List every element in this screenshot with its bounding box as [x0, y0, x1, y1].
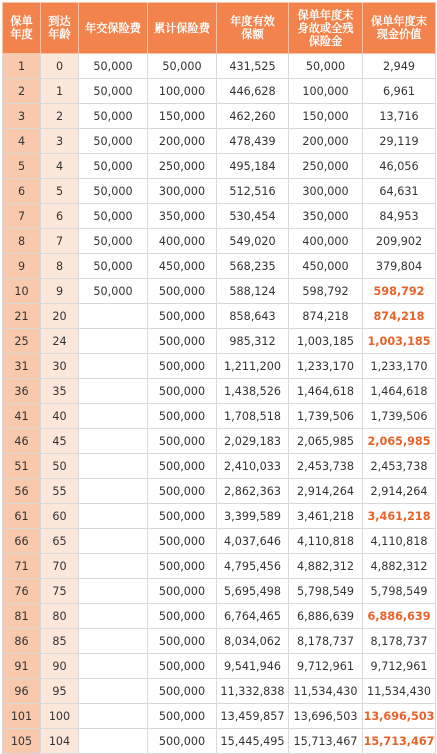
- table-row: [3, 454, 436, 479]
- cell-death-benefit: 300,000: [289, 179, 363, 204]
- header-line: 现金价值: [376, 28, 422, 41]
- header-annual-premium: [79, 3, 148, 54]
- cell-death-benefit: 5,798,549: [289, 579, 363, 604]
- table-row: [3, 204, 436, 229]
- cell-cumulative-premium: 500,000: [148, 654, 217, 679]
- cell-annual-premium: 50,000: [79, 254, 148, 279]
- cell-cash-value: 2,453,738: [363, 454, 436, 479]
- cell-cumulative-premium: 350,000: [148, 204, 217, 229]
- cell-cumulative-premium: 500,000: [148, 704, 217, 729]
- cell-cash-value: 46,056: [363, 154, 436, 179]
- table-row: [3, 154, 436, 179]
- cell-cash-value: 15,713,467: [363, 729, 436, 754]
- cell-policy-year: 105: [3, 729, 41, 754]
- table-row: [3, 179, 436, 204]
- header-line: 保险金: [308, 34, 343, 48]
- cell-cumulative-premium: 500,000: [148, 304, 217, 329]
- cell-sum-assured: 2,410,033: [217, 454, 289, 479]
- cell-death-benefit: 874,218: [289, 304, 363, 329]
- cell-death-benefit: 8,178,737: [289, 629, 363, 654]
- cell-policy-year: 76: [3, 579, 41, 604]
- cell-attained-age: 8: [41, 254, 79, 279]
- cell-cash-value: 29,119: [363, 129, 436, 154]
- cell-annual-premium: [79, 704, 148, 729]
- cell-attained-age: 60: [41, 504, 79, 529]
- cell-annual-premium: [79, 354, 148, 379]
- cell-cash-value: 1,464,618: [363, 379, 436, 404]
- cell-annual-premium: 50,000: [79, 204, 148, 229]
- cell-death-benefit: 200,000: [289, 129, 363, 154]
- cell-cash-value: 64,631: [363, 179, 436, 204]
- cell-annual-premium: [79, 654, 148, 679]
- table-row: [3, 104, 436, 129]
- cell-cash-value: 379,804: [363, 254, 436, 279]
- cell-sum-assured: 1,438,526: [217, 379, 289, 404]
- cell-policy-year: 7: [3, 204, 41, 229]
- cell-death-benefit: 250,000: [289, 154, 363, 179]
- cell-death-benefit: 100,000: [289, 79, 363, 104]
- header-line: 累计保险费: [154, 21, 210, 35]
- header-line: 保单年度末: [371, 15, 427, 28]
- cell-policy-year: 86: [3, 629, 41, 654]
- cell-annual-premium: 50,000: [79, 229, 148, 254]
- table-row: [3, 479, 436, 504]
- cell-death-benefit: 3,461,218: [289, 504, 363, 529]
- cell-attained-age: 35: [41, 379, 79, 404]
- cell-policy-year: 46: [3, 429, 41, 454]
- table-row: [3, 229, 436, 254]
- cell-death-benefit: 13,696,503: [289, 704, 363, 729]
- cell-policy-year: 2: [3, 79, 41, 104]
- cell-death-benefit: 9,712,961: [289, 654, 363, 679]
- cell-attained-age: 100: [41, 704, 79, 729]
- cell-death-benefit: 350,000: [289, 204, 363, 229]
- cell-policy-year: 41: [3, 404, 41, 429]
- table-row: [3, 554, 436, 579]
- header-line: 保额: [241, 28, 264, 41]
- cell-cumulative-premium: 500,000: [148, 479, 217, 504]
- cell-policy-year: 36: [3, 379, 41, 404]
- cell-sum-assured: 446,628: [217, 79, 289, 104]
- cell-sum-assured: 9,541,946: [217, 654, 289, 679]
- cell-attained-age: 85: [41, 629, 79, 654]
- table-row: [3, 279, 436, 304]
- table-row: [3, 54, 436, 79]
- cell-annual-premium: [79, 554, 148, 579]
- cell-attained-age: 104: [41, 729, 79, 754]
- cell-annual-premium: 50,000: [79, 279, 148, 304]
- cell-sum-assured: 985,312: [217, 329, 289, 354]
- cell-cash-value: 1,739,506: [363, 404, 436, 429]
- table-row: [3, 354, 436, 379]
- cell-policy-year: 81: [3, 604, 41, 629]
- cell-cumulative-premium: 500,000: [148, 604, 217, 629]
- header-line: 保单年度末: [297, 8, 354, 22]
- cell-death-benefit: 1,233,170: [289, 354, 363, 379]
- table-row: [3, 529, 436, 554]
- table-row: [3, 379, 436, 404]
- cell-sum-assured: 6,764,465: [217, 604, 289, 629]
- cell-cumulative-premium: 500,000: [148, 454, 217, 479]
- cell-sum-assured: 858,643: [217, 304, 289, 329]
- cell-attained-age: 50: [41, 454, 79, 479]
- cell-annual-premium: 50,000: [79, 79, 148, 104]
- cell-attained-age: 80: [41, 604, 79, 629]
- cell-policy-year: 6: [3, 179, 41, 204]
- cell-attained-age: 7: [41, 229, 79, 254]
- cell-sum-assured: 512,516: [217, 179, 289, 204]
- cell-attained-age: 20: [41, 304, 79, 329]
- cell-cash-value: 2,065,985: [363, 429, 436, 454]
- cell-cash-value: 3,461,218: [363, 504, 436, 529]
- cell-attained-age: 90: [41, 654, 79, 679]
- cell-death-benefit: 15,713,467: [289, 729, 363, 754]
- table-row: [3, 79, 436, 104]
- cell-attained-age: 95: [41, 679, 79, 704]
- cell-cash-value: 84,953: [363, 204, 436, 229]
- header-death-benefit: [289, 3, 363, 54]
- cell-sum-assured: 1,708,518: [217, 404, 289, 429]
- cell-policy-year: 4: [3, 129, 41, 154]
- cell-death-benefit: 1,464,618: [289, 379, 363, 404]
- cell-death-benefit: 4,882,312: [289, 554, 363, 579]
- cell-annual-premium: [79, 454, 148, 479]
- cell-sum-assured: 15,445,495: [217, 729, 289, 754]
- cell-annual-premium: [79, 629, 148, 654]
- table-body: [3, 54, 436, 754]
- table-row: [3, 729, 436, 754]
- cell-policy-year: 51: [3, 454, 41, 479]
- cell-cash-value: 6,886,639: [363, 604, 436, 629]
- cell-attained-age: 30: [41, 354, 79, 379]
- cell-cumulative-premium: 250,000: [148, 154, 217, 179]
- cell-policy-year: 61: [3, 504, 41, 529]
- cell-policy-year: 31: [3, 354, 41, 379]
- cell-cumulative-premium: 500,000: [148, 679, 217, 704]
- cell-cumulative-premium: 100,000: [148, 79, 217, 104]
- header-line: 保单: [10, 15, 33, 28]
- cell-policy-year: 10: [3, 279, 41, 304]
- cell-sum-assured: 495,184: [217, 154, 289, 179]
- cell-attained-age: 75: [41, 579, 79, 604]
- cell-cumulative-premium: 400,000: [148, 229, 217, 254]
- cell-sum-assured: 4,037,646: [217, 529, 289, 554]
- cell-cash-value: 2,949: [363, 54, 436, 79]
- cell-annual-premium: [79, 729, 148, 754]
- cell-cumulative-premium: 450,000: [148, 254, 217, 279]
- cell-death-benefit: 450,000: [289, 254, 363, 279]
- cell-attained-age: 65: [41, 529, 79, 554]
- cell-death-benefit: 6,886,639: [289, 604, 363, 629]
- cell-policy-year: 21: [3, 304, 41, 329]
- cell-cash-value: 11,534,430: [363, 679, 436, 704]
- benefit-table: [2, 2, 436, 754]
- table-row: [3, 604, 436, 629]
- header-line: 年龄: [48, 28, 71, 41]
- cell-cash-value: 13,696,503: [363, 704, 436, 729]
- cell-cash-value: 2,914,264: [363, 479, 436, 504]
- cell-cash-value: 5,798,549: [363, 579, 436, 604]
- cell-sum-assured: 431,525: [217, 54, 289, 79]
- cell-sum-assured: 462,260: [217, 104, 289, 129]
- cell-sum-assured: 588,124: [217, 279, 289, 304]
- cell-cash-value: 874,218: [363, 304, 436, 329]
- cell-attained-age: 9: [41, 279, 79, 304]
- cell-sum-assured: 8,034,062: [217, 629, 289, 654]
- cell-attained-age: 45: [41, 429, 79, 454]
- cell-attained-age: 70: [41, 554, 79, 579]
- table-row: [3, 579, 436, 604]
- cell-cumulative-premium: 500,000: [148, 354, 217, 379]
- header-policy-year: [3, 3, 41, 54]
- cell-cash-value: 598,792: [363, 279, 436, 304]
- cell-attained-age: 55: [41, 479, 79, 504]
- cell-attained-age: 0: [41, 54, 79, 79]
- cell-annual-premium: [79, 304, 148, 329]
- cell-attained-age: 2: [41, 104, 79, 129]
- cell-policy-year: 91: [3, 654, 41, 679]
- cell-death-benefit: 2,914,264: [289, 479, 363, 504]
- cell-sum-assured: 530,454: [217, 204, 289, 229]
- cell-cumulative-premium: 500,000: [148, 404, 217, 429]
- cell-cumulative-premium: 500,000: [148, 279, 217, 304]
- cell-attained-age: 5: [41, 179, 79, 204]
- cell-death-benefit: 150,000: [289, 104, 363, 129]
- cell-attained-age: 40: [41, 404, 79, 429]
- header-cash-value: [363, 3, 436, 54]
- cell-policy-year: 8: [3, 229, 41, 254]
- cell-cumulative-premium: 500,000: [148, 629, 217, 654]
- cell-cash-value: 1,003,185: [363, 329, 436, 354]
- cell-annual-premium: [79, 429, 148, 454]
- cell-cash-value: 4,110,818: [363, 529, 436, 554]
- cell-sum-assured: 478,439: [217, 129, 289, 154]
- cell-cumulative-premium: 200,000: [148, 129, 217, 154]
- cell-attained-age: 24: [41, 329, 79, 354]
- header-attained-age: [41, 3, 79, 54]
- cell-death-benefit: 2,453,738: [289, 454, 363, 479]
- cell-annual-premium: 50,000: [79, 179, 148, 204]
- cell-cash-value: 6,961: [363, 79, 436, 104]
- table-row: [3, 404, 436, 429]
- cell-death-benefit: 1,739,506: [289, 404, 363, 429]
- cell-policy-year: 25: [3, 329, 41, 354]
- cell-attained-age: 3: [41, 129, 79, 154]
- cell-death-benefit: 598,792: [289, 279, 363, 304]
- table-row: [3, 629, 436, 654]
- cell-attained-age: 6: [41, 204, 79, 229]
- cell-annual-premium: [79, 404, 148, 429]
- cell-cumulative-premium: 500,000: [148, 529, 217, 554]
- cell-policy-year: 56: [3, 479, 41, 504]
- cell-policy-year: 9: [3, 254, 41, 279]
- cell-cash-value: 8,178,737: [363, 629, 436, 654]
- cell-policy-year: 1: [3, 54, 41, 79]
- cell-cash-value: 13,716: [363, 104, 436, 129]
- cell-policy-year: 5: [3, 154, 41, 179]
- cell-cumulative-premium: 500,000: [148, 429, 217, 454]
- cell-cumulative-premium: 300,000: [148, 179, 217, 204]
- cell-policy-year: 101: [3, 704, 41, 729]
- header-line: 到达: [48, 15, 71, 28]
- table-row: [3, 429, 436, 454]
- cell-sum-assured: 13,459,857: [217, 704, 289, 729]
- cell-policy-year: 66: [3, 529, 41, 554]
- cell-attained-age: 1: [41, 79, 79, 104]
- cell-annual-premium: [79, 579, 148, 604]
- cell-cash-value: 4,882,312: [363, 554, 436, 579]
- table-row: [3, 129, 436, 154]
- cell-policy-year: 3: [3, 104, 41, 129]
- table-row: [3, 654, 436, 679]
- cell-annual-premium: [79, 479, 148, 504]
- cell-cumulative-premium: 500,000: [148, 579, 217, 604]
- cell-sum-assured: 1,211,200: [217, 354, 289, 379]
- header-cumulative-premium: [148, 3, 217, 54]
- cell-sum-assured: 11,332,838: [217, 679, 289, 704]
- cell-cumulative-premium: 500,000: [148, 554, 217, 579]
- table-row: [3, 704, 436, 729]
- cell-sum-assured: 2,029,183: [217, 429, 289, 454]
- header-sum-assured: [217, 3, 289, 54]
- cell-death-benefit: 11,534,430: [289, 679, 363, 704]
- cell-death-benefit: 400,000: [289, 229, 363, 254]
- cell-death-benefit: 4,110,818: [289, 529, 363, 554]
- cell-death-benefit: 50,000: [289, 54, 363, 79]
- cell-annual-premium: 50,000: [79, 54, 148, 79]
- cell-annual-premium: [79, 604, 148, 629]
- cell-annual-premium: 50,000: [79, 104, 148, 129]
- cell-annual-premium: 50,000: [79, 154, 148, 179]
- cell-sum-assured: 3,399,589: [217, 504, 289, 529]
- cell-annual-premium: [79, 679, 148, 704]
- header-line: 年度: [10, 28, 33, 41]
- cell-cumulative-premium: 500,000: [148, 729, 217, 754]
- cell-annual-premium: 50,000: [79, 129, 148, 154]
- cell-annual-premium: [79, 529, 148, 554]
- cell-cumulative-premium: 150,000: [148, 104, 217, 129]
- header-line: 身故或全残: [297, 21, 354, 35]
- cell-cash-value: 1,233,170: [363, 354, 436, 379]
- cell-death-benefit: 1,003,185: [289, 329, 363, 354]
- cell-cash-value: 209,902: [363, 229, 436, 254]
- cell-cash-value: 9,712,961: [363, 654, 436, 679]
- cell-death-benefit: 2,065,985: [289, 429, 363, 454]
- cell-sum-assured: 568,235: [217, 254, 289, 279]
- cell-cumulative-premium: 500,000: [148, 379, 217, 404]
- cell-policy-year: 96: [3, 679, 41, 704]
- cell-sum-assured: 549,020: [217, 229, 289, 254]
- cell-annual-premium: [79, 379, 148, 404]
- cell-annual-premium: [79, 504, 148, 529]
- cell-sum-assured: 5,695,498: [217, 579, 289, 604]
- table-row: [3, 329, 436, 354]
- cell-annual-premium: [79, 329, 148, 354]
- cell-policy-year: 71: [3, 554, 41, 579]
- header-line: 年交保险费: [85, 21, 141, 35]
- cell-sum-assured: 2,862,363: [217, 479, 289, 504]
- table-row: [3, 679, 436, 704]
- table-row: [3, 254, 436, 279]
- cell-cumulative-premium: 50,000: [148, 54, 217, 79]
- cell-sum-assured: 4,795,456: [217, 554, 289, 579]
- table-row: [3, 504, 436, 529]
- cell-attained-age: 4: [41, 154, 79, 179]
- cell-cumulative-premium: 500,000: [148, 329, 217, 354]
- header-row: [3, 3, 436, 54]
- cell-cumulative-premium: 500,000: [148, 504, 217, 529]
- table-row: [3, 304, 436, 329]
- header-line: 年度有效: [230, 15, 275, 28]
